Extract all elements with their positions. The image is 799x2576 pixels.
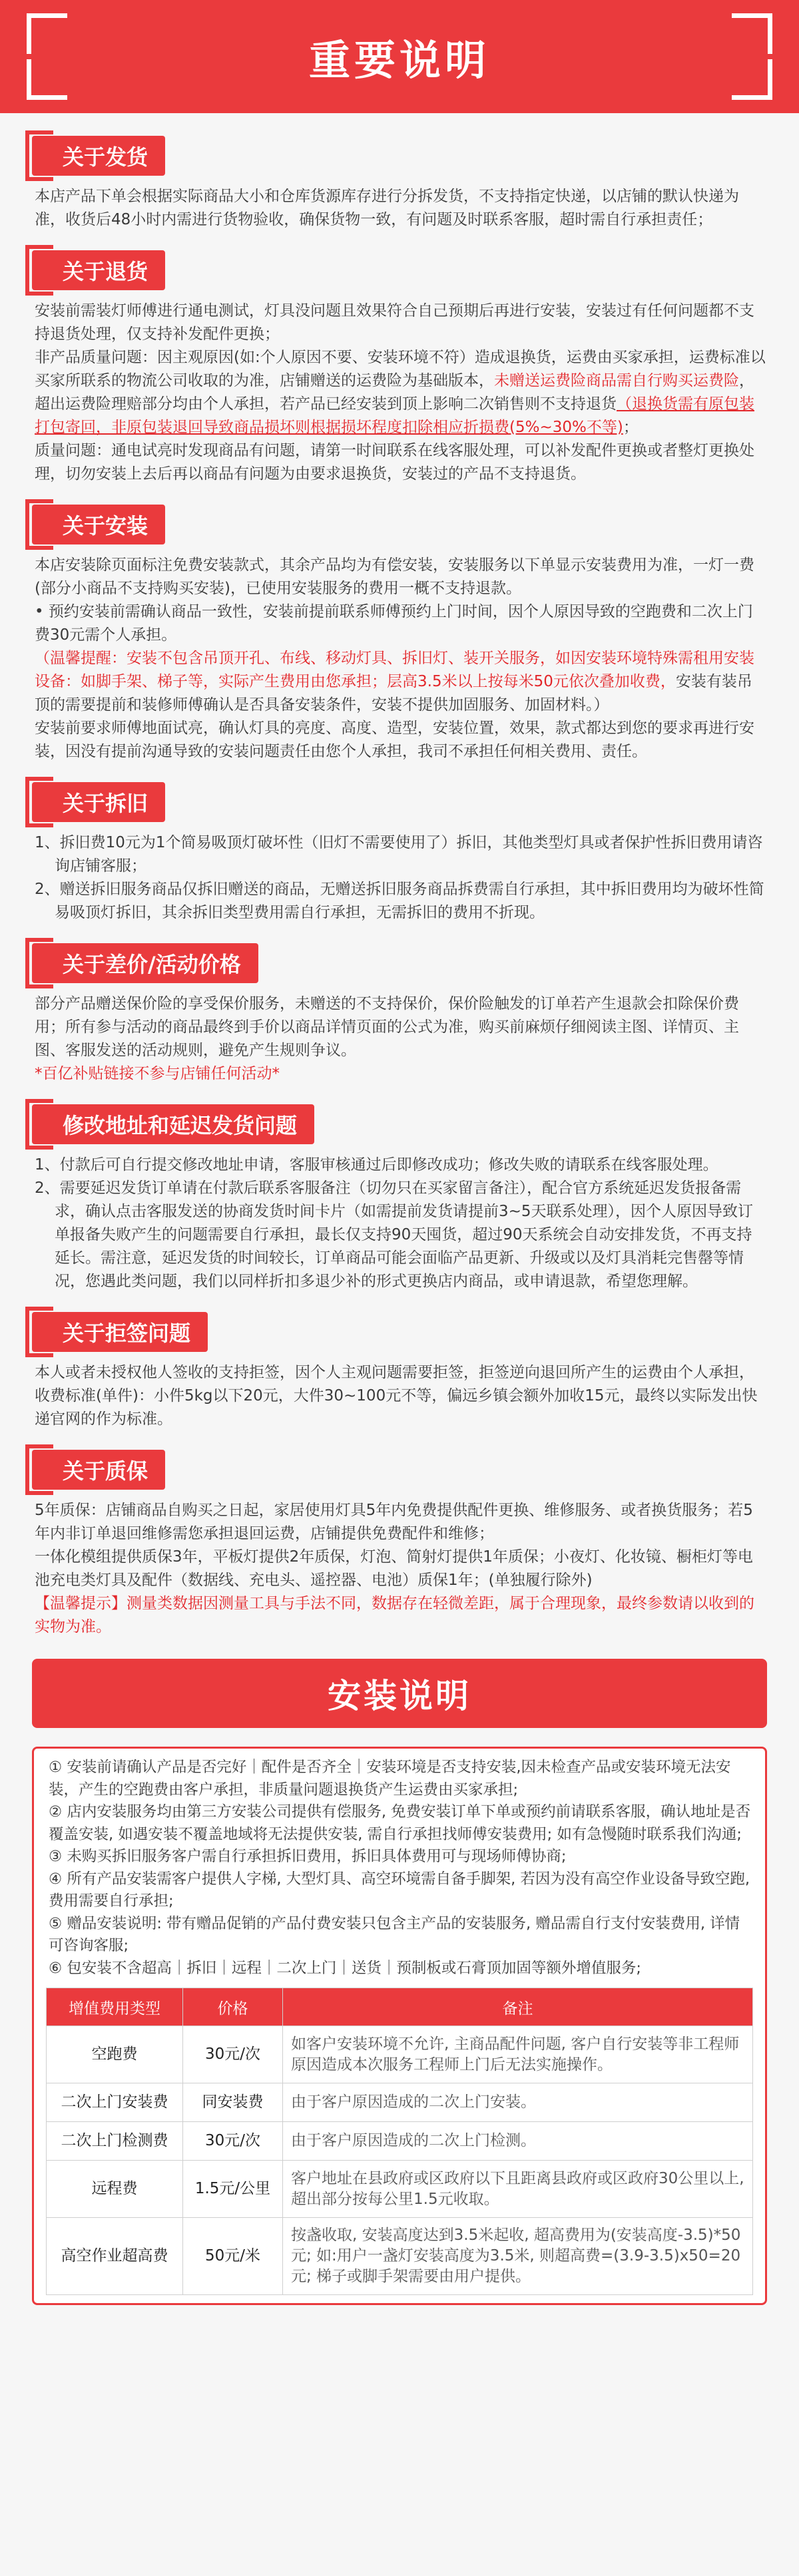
section-body — [32, 1154, 767, 1293]
fee-note: 由于客户原因造成的二次上门安装。 — [283, 2083, 753, 2122]
section-tag: 关于安装 — [32, 505, 165, 544]
list-item: 1、付款后可自行提交修改地址申请，客服审核通过后即修改成功；修改失败的请联系在线客服处理。 — [35, 1156, 718, 1174]
corner-decor-icon — [732, 13, 772, 54]
list-item: 1、拆旧费10元为1个简易吸顶灯破坏性（旧灯不需要使用了）拆旧，其他类型灯具或者保护性拆旧费用请咨询店铺客服； — [35, 834, 763, 875]
list-item: ⑤ 赠品安装说明: 带有赠品促销的产品付费安装只包含主产品的安装服务, 赠品需自行支付安装费用, 详情可咨询客服; — [49, 1914, 740, 1954]
warning-note: *百亿补贴链接不参与店铺任何活动* — [35, 1065, 280, 1082]
table-row — [47, 2218, 753, 2295]
paragraph: 本人或者未授权他人签收的支持拒签，因个人主观问题需要拒签，拒签逆向退回所产生的运费由个人承担，收费标准(单件)：小件5kg以下20元，大件30~100元不等，偏远乡镇会额外加收15元，最终以实际发出快递官网的作为标准。 — [35, 1364, 758, 1428]
column-header: 增值费用类型 — [47, 1988, 183, 2026]
table-row — [47, 2083, 753, 2122]
paragraph — [35, 647, 767, 717]
highlight-text: 测量类数据因测量工具与手法不同，数据存在轻微差距，属于合理现象，最终参数请以收到的实物为准。 — [35, 1595, 754, 1635]
fee-note: 如客户安装环境不允许, 主商品配件问题, 客户自行安装等非工程师原因造成本次服务工程师上门后无法实施操作。 — [283, 2026, 753, 2083]
list-item: ③ 未购买拆旧服务客户需自行承担拆旧费用，拆旧具体费用可与现场师傅协商; — [49, 1848, 567, 1865]
section-tag: 关于发货 — [32, 136, 165, 176]
highlight-text: （温馨提醒：安装不包含吊顶开孔、布线、移动灯具、拆旧灯、装开关服务， — [35, 650, 555, 667]
table-row — [47, 2026, 753, 2083]
notes-content — [0, 113, 799, 1639]
section-tag: 关于差价/活动价格 — [32, 943, 258, 983]
paragraph — [35, 346, 767, 439]
fee-price: 50元/米 — [183, 2218, 283, 2295]
install-lines — [46, 1757, 753, 1980]
table-row — [47, 2122, 753, 2161]
column-header: 备注 — [283, 1988, 753, 2026]
highlight-text: 未赠送运费险商品需自行购买运费险 — [494, 372, 739, 389]
section-body — [32, 1499, 767, 1639]
corner-decor-icon — [732, 59, 772, 100]
list-item: 2、赠送拆旧服务商品仅拆旧赠送的商品，无赠送拆旧服务商品拆费需自行承担，其中拆旧费用均为破坏性简易吸顶灯拆旧，其余拆旧类型费用需自行承担，无需拆旧的费用不折现。 — [35, 881, 764, 921]
paragraph: 安装前需装灯师傅进行通电测试，灯具没问题且效果符合自己预期后再进行安装，安装过有任何问题都不支持退货处理，仅支持补发配件更换； — [35, 302, 754, 343]
list-item: ⑥ 包安装不含超高｜拆旧｜远程｜二次上门｜送货｜预制板或石膏顶加固等额外增值服务; — [49, 1959, 641, 1977]
section-tag: 修改地址和延迟发货问题 — [32, 1104, 314, 1144]
paragraph: 质量问题：通电试亮时发现商品有问题，请第一时间联系在线客服处理，可以补发配件更换或者整灯更换处理，切勿安装上去后再以商品有问题为由要求退换货，安装过的产品不支持退货。 — [35, 442, 754, 483]
section-body — [32, 300, 767, 486]
column-header: 价格 — [183, 1988, 283, 2026]
list-item: ② 店内安装服务均由第三方安装公司提供有偿服务, 免费安装订单下单或预约前请联系客服，确认地址是否覆盖安装, 如遇安装不覆盖地域将无法提供安装, 需自行承担找师傅安装费用; 如有急慢随时联系我们沟通; — [49, 1803, 751, 1843]
underline-text: （退换货需有原包装打包寄回，非原包装退回导致商品损坏则根据损坏程度扣除相应折损费(5%~30%不等) — [35, 395, 754, 436]
fee-note: 客户地址在县政府或区政府以下且距离县政府或区政府30公里以上, 超出部分按每公里1.5元收取。 — [283, 2161, 753, 2218]
fee-price: 同安装费 — [183, 2083, 283, 2122]
section-shipping — [32, 136, 767, 232]
install-box — [32, 1747, 767, 2305]
section-price-diff — [32, 943, 767, 1086]
fee-type: 远程费 — [47, 2161, 183, 2218]
page-title: 重要说明 — [308, 35, 490, 85]
corner-decor-icon — [27, 59, 67, 100]
fee-type: 二次上门安装费 — [47, 2083, 183, 2122]
paragraph: 本店安装除页面标注免费安装款式，其余产品均为有偿安装，安装服务以下单显示安装费用为准，一灯一费(部分小商品不支持购买安装)，已使用安装服务的费用一概不支持退款。 — [35, 556, 754, 597]
highlight-text: 如因安装环境特殊需租用安装设备：如脚手架、梯子等，实际产生费用由您承担；层高3.5米以上按每米50元依次叠加收费， — [35, 650, 754, 690]
paragraph: 安装前要求师傅地面试亮，确认灯具的亮度、高度、造型，安装位置，效果，款式都达到您的要求再进行安装，因没有提前沟通导致的安装问题责任由您个人承担，我司不承担任何相关费用、责任。 — [35, 720, 754, 760]
section-address-delay — [32, 1104, 767, 1293]
section-body — [32, 992, 767, 1086]
fee-note: 由于客户原因造成的二次上门检测。 — [283, 2122, 753, 2161]
paragraph — [35, 1592, 767, 1639]
section-tag: 关于质保 — [32, 1450, 165, 1490]
paragraph: • 预约安装前需确认商品一致性，安装前提前联系师傅预约上门时间，因个人原因导致的空跑费和二次上门费30元需个人承担。 — [35, 603, 753, 644]
section-warranty — [32, 1450, 767, 1639]
section-tag: 关于拆旧 — [32, 782, 165, 822]
paragraph: 一体化模组提供质保3年，平板灯提供2年质保，灯泡、简射灯提供1年质保；小夜灯、化妆镜、橱柜灯等电池充电类灯具及配件（数据线、充电头、遥控器、电池）质保1年；(单独履行除外) — [35, 1548, 753, 1589]
text: ，超出运费险理赔部分均由个人承担，若产品已经安装到顶上影响二次销售则不支持退货 — [35, 372, 754, 413]
list-item: ④ 所有产品安装需客户提供人字梯, 大型灯具、高空环境需自备手脚架, 若因为没有高空作业设备导致空跑, 费用需要自行承担; — [49, 1870, 750, 1910]
highlight-text: 【温馨提示】 — [35, 1595, 127, 1612]
fee-note: 按盏收取, 安装高度达到3.5米起收, 超高费用为(安装高度-3.5)*50元; 如:用户一盏灯安装高度为3.5米, 则超高费=(3.9-3.5)x50=20元; 梯子或脚手架需要由用户提供。 — [283, 2218, 753, 2295]
section-returns — [32, 250, 767, 486]
fee-type: 空跑费 — [47, 2026, 183, 2083]
corner-decor-icon — [27, 13, 67, 54]
fee-price: 30元/次 — [183, 2122, 283, 2161]
text: 非产品质量问题：因主观原因(如:个人原因不要、安装环境不符）造成退换货，运费由买家承担，运费标准以买家所联系的物流公司收取的为准，店铺赠送的运费险为基础版本， — [35, 349, 766, 389]
paragraph: 本店产品下单会根据实际商品大小和仓库货源库存进行分拆发货，不支持指定快递，以店铺的默认快递为准，收货后48小时内需进行货物验收，确保货物一致，有问题及时联系客服，超时需自行承担责任； — [35, 188, 739, 228]
fee-price: 1.5元/公里 — [183, 2161, 283, 2218]
section-body — [32, 185, 767, 232]
fee-type: 高空作业超高费 — [47, 2218, 183, 2295]
section-removal — [32, 782, 767, 925]
paragraph: 部分产品赠送保价险的享受保价服务，未赠送的不支持保价，保价险触发的订单若产生退款会扣除保价费用；所有参与活动的商品最终到手价以商品详情页面的公式为准，购买前麻烦仔细阅读主图、详情页、主图、客服发送的活动规则，避免产生规则争议。 — [35, 995, 739, 1059]
fee-price: 30元/次 — [183, 2026, 283, 2083]
install-banner: 安装说明 — [32, 1659, 767, 1728]
text: ； — [623, 419, 639, 436]
page-header — [0, 0, 799, 113]
section-body — [32, 831, 767, 925]
section-body — [32, 1361, 767, 1431]
section-tag: 关于拒签问题 — [32, 1312, 208, 1352]
section-tag: 关于退货 — [32, 250, 165, 290]
table-row — [47, 2161, 753, 2218]
fee-table — [46, 1988, 753, 2295]
text: 安装有装吊顶的需要提前和装修师傅确认是否具备安装条件，安装不提供加固服务、加固材料。） — [35, 673, 752, 714]
table-header-row — [47, 1988, 753, 2026]
list-item: ① 安装前请确认产品是否完好｜配件是否齐全｜安装环境是否支持安装,因未检查产品或安装环境无法安装，产生的空跑费由客户承担，非质量问题退换货产生运费由买家承担; — [49, 1759, 731, 1799]
paragraph: 5年质保：店铺商品自购买之日起，家居使用灯具5年内免费提供配件更换、维修服务、或者换货服务；若5年内非订单退回维修需您承担退回运费，店铺提供免费配件和维修； — [35, 1502, 753, 1542]
fee-type: 二次上门检测费 — [47, 2122, 183, 2161]
list-item: 2、需要延迟发货订单请在付款后联系客服备注（切勿只在买家留言备注），配合官方系统延迟发货报备需求，确认点击客服发送的协商发货时间卡片（如需提前发货请提前3~5天联系处理），因个人原因导致订单报备失败产生的问题需要自行承担，最长仅支持90天囤货，超过90天系统会自动安排发货，不再支持延长。需注意，延迟发货的时间较长，订单商品可能会面临产品更新、升级或以及灯具消耗完售罄等情况，您遇此类问题，我们以同样折扣多退少补的形式更换店内商品，或申请退款，希望您理解。 — [35, 1180, 754, 1290]
section-body — [32, 554, 767, 763]
section-installation — [32, 505, 767, 763]
section-refusal — [32, 1312, 767, 1431]
